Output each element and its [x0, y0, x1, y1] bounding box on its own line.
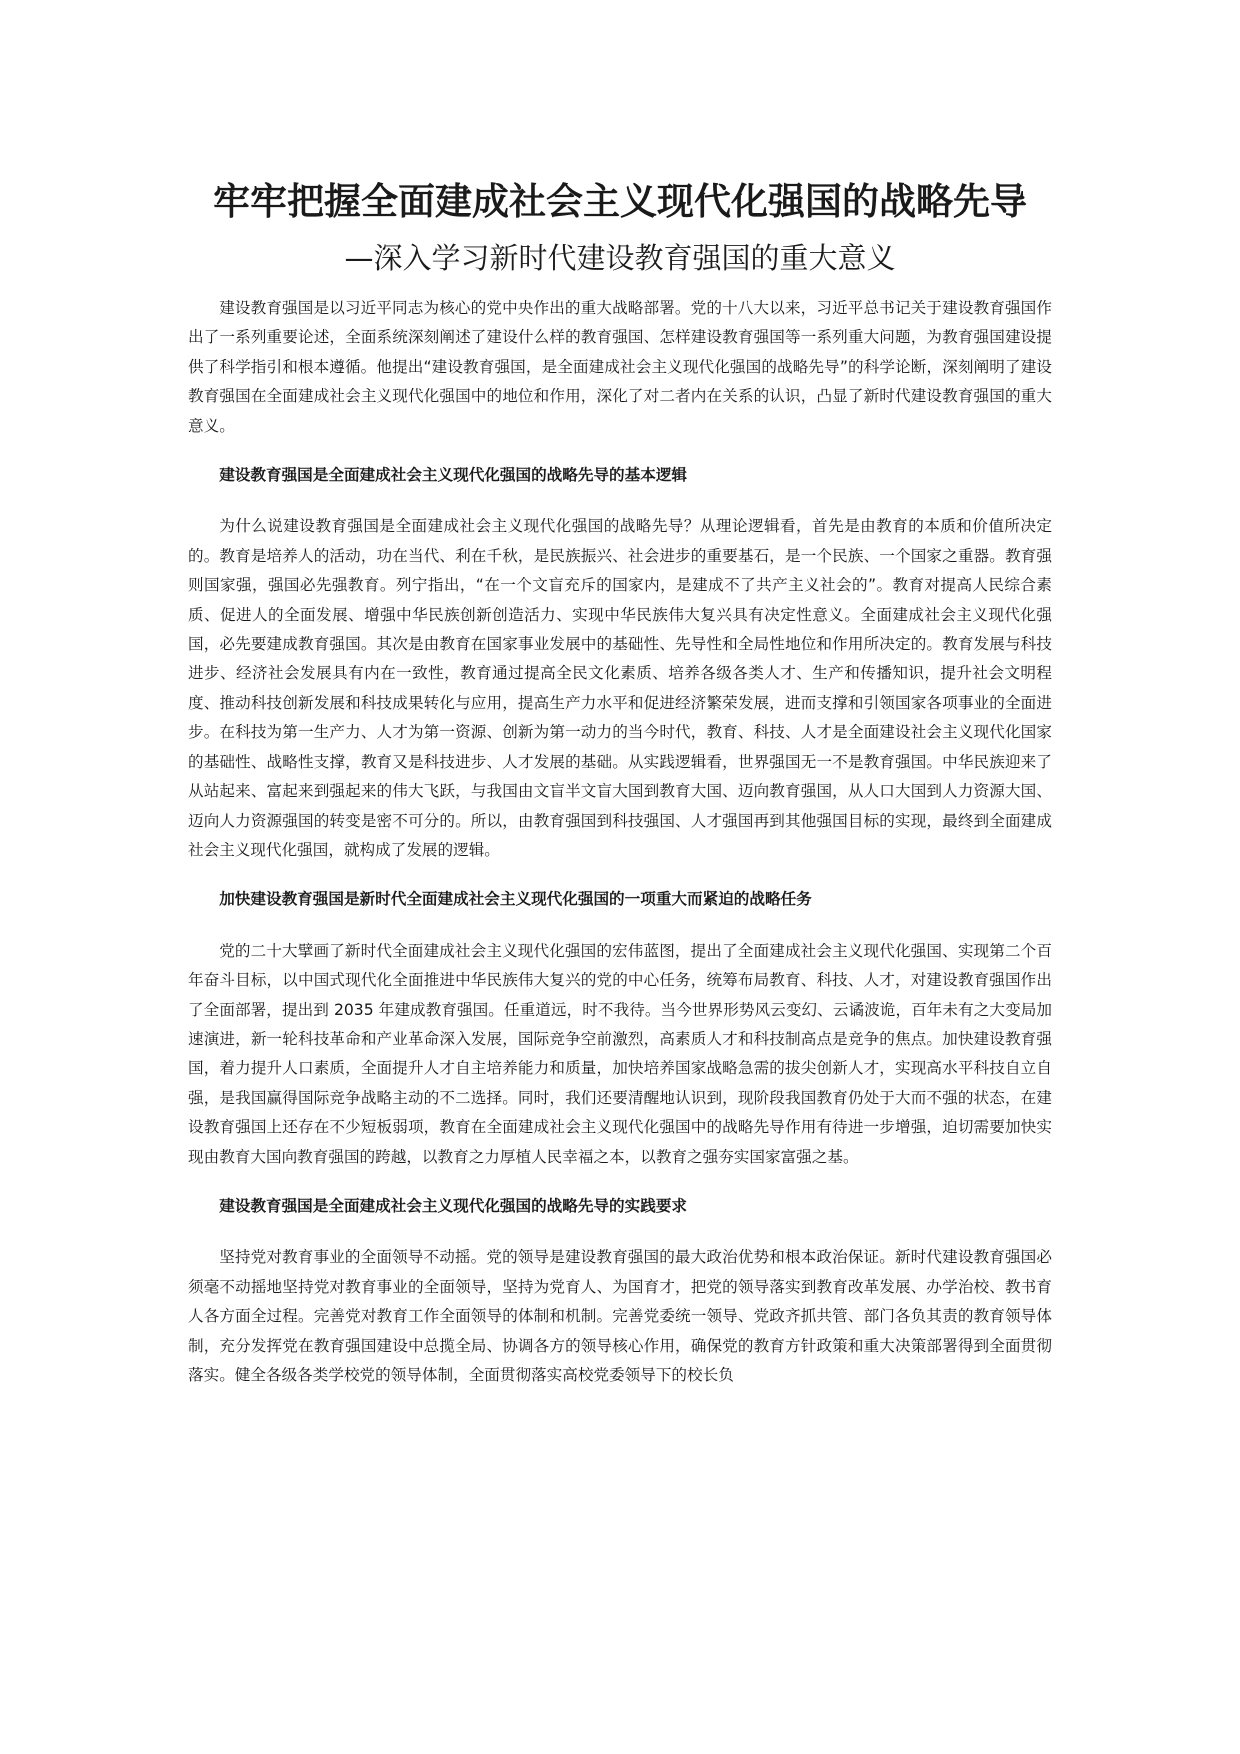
section-basic-logic	[188, 461, 1052, 865]
document-subtitle: —深入学习新时代建设教育强国的重大意义	[344, 241, 896, 275]
section-heading: 加快建设教育强国是新时代全面建成社会主义现代化强国的一项重大而紧迫的战略任务	[219, 890, 812, 909]
document-title: 牢牢把握全面建成社会主义现代化强国的战略先导	[213, 180, 1027, 223]
section-strategic-task	[188, 885, 1052, 1172]
section-paragraph: 坚持党对教育事业的全面领导不动摇。党的领导是建设教育强国的最大政治优势和根本政治保证。新时代建设教育强国必须毫不动摇地坚持党对教育事业的全面领导，坚持为党育人、为国育才，把党的领导落实到教育改革发展、办学治校、教书育人各方面全过程。完善党对教育工作全面领导的体制和机制。完善党委统一领导、党政齐抓共管、部门各负其责的教育领导体制，充分发挥党在教育强国建设中总揽全局、协调各方的领导核心作用，确保党的教育方针政策和重大决策部署得到全面贯彻落实。健全各级各类学校党的领导体制，全面贯彻落实高校党委领导下的校长负	[188, 1248, 1052, 1384]
section-practical-requirements	[188, 1192, 1052, 1390]
section-paragraph: 党的二十大擘画了新时代全面建成社会主义现代化强国的宏伟蓝图，提出了全面建成社会主义现代化强国、实现第二个百年奋斗目标，以中国式现代化全面推进中华民族伟大复兴的党的中心任务，统筹布局教育、科技、人才，对建设教育强国作出了全面部署，提出到 2035 年建成教育强国。任重道远，时不我待。当今世界形势风云变幻、云谲波诡，百年未有之大变局加速演进，新一轮科技革命和产业革命深入发展，国际竞争空前激烈，高素质人才和科技制高点是竞争的焦点。加快建设教育强国，着力提升人口素质，全面提升人才自主培养能力和质量，加快培养国家战略急需的拔尖创新人才，实现高水平科技自立自强，是我国赢得国际竞争战略主动的不二选择。同时，我们还要清醒地认识到，现阶段我国教育仍处于大而不强的状态，在建设教育强国上还存在不少短板弱项，教育在全面建成社会主义现代化强国中的战略先导作用有待进一步增强，迫切需要加快实现由教育大国向教育强国的跨越，以教育之力厚植人民幸福之本，以教育之强夯实国家富强之基。	[188, 941, 1052, 1166]
section-heading: 建设教育强国是全面建成社会主义现代化强国的战略先导的实践要求	[219, 1196, 688, 1215]
section-heading: 建设教育强国是全面建成社会主义现代化强国的战略先导的基本逻辑	[219, 466, 688, 485]
intro-paragraph: 建设教育强国是以习近平同志为核心的党中央作出的重大战略部署。党的十八大以来，习近平总书记关于建设教育强国作出了一系列重要论述，全面系统深刻阐述了建设什么样的教育强国、怎样建设教育强国等一系列重大问题，为教育强国建设提供了科学指引和根本遵循。他提出“建设教育强国，是全面建成社会主义现代化强国的战略先导”的科学论断，深刻阐明了建设教育强国在全面建成社会主义现代化强国中的地位和作用，深化了对二者内在关系的认识，凸显了新时代建设教育强国的重大意义。	[188, 299, 1052, 435]
section-paragraph: 为什么说建设教育强国是全面建成社会主义现代化强国的战略先导？从理论逻辑看，首先是由教育的本质和价值所决定的。教育是培养人的活动，功在当代、利在千秋，是民族振兴、社会进步的重要基石，是一个民族、一个国家之重器。教育强则国家强，强国必先强教育。列宁指出，“在一个文盲充斥的国家内，是建成不了共产主义社会的”。教育对提高人民综合素质、促进人的全面发展、增强中华民族创新创造活力、实现中华民族伟大复兴具有决定性意义。全面建成社会主义现代化强国，必先要建成教育强国。其次是由教育在国家事业发展中的基础性、先导性和全局性地位和作用所决定的。教育发展与科技进步、经济社会发展具有内在一致性，教育通过提高全民文化素质、培养各级各类人才、生产和传播知识，提升社会文明程度、推动科技创新发展和科技成果转化与应用，提高生产力水平和促进经济繁荣发展，进而支撑和引领国家各项事业的全面进步。在科技为第一生产力、人才为第一资源、创新为第一动力的当今时代，教育、科技、人才是全面建设社会主义现代化国家的基础性、战略性支撑，教育又是科技进步、人才发展的基础。从实践逻辑看，世界强国无一不是教育强国。中华民族迎来了从站起来、富起来到强起来的伟大飞跃，与我国由文盲半文盲大国到教育大国、迈向教育强国，从人口大国到人力资源大国、迈向人力资源强国的转变是密不可分的。所以，由教育强国到科技强国、人才强国再到其他强国目标的实现，最终到全面建成社会主义现代化强国，就构成了发展的逻辑。	[188, 517, 1052, 859]
